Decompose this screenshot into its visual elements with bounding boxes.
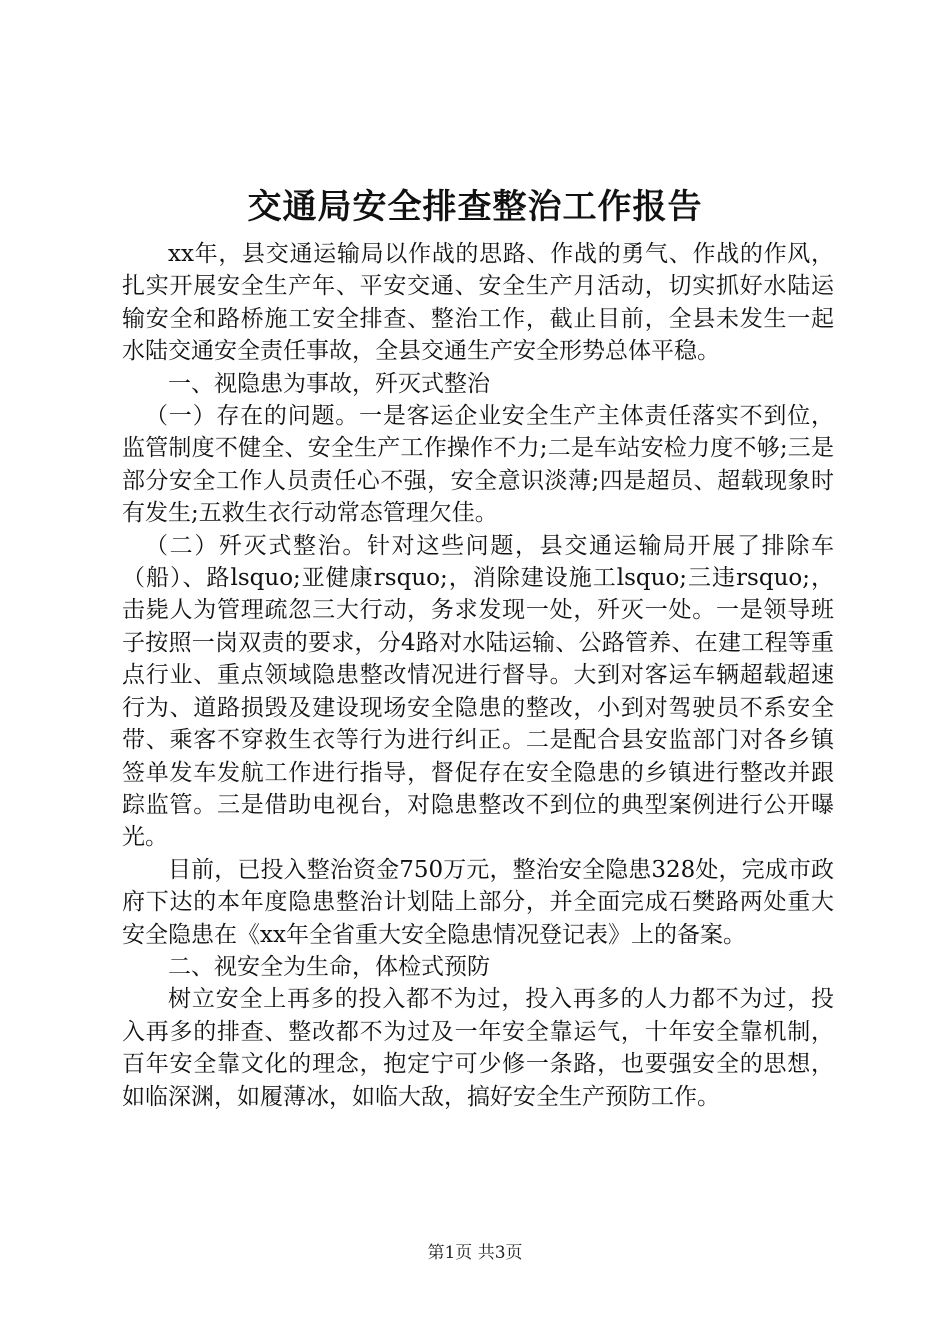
paragraph-rectification: （二）歼灭式整治。针对这些问题，县交通运输局开展了排除车（船）、路lsquo;亚健康rsquo;，消除建设施工lsquo;三违rsquo;，击毙人为管理疏忽三大行动，务求发现一处，歼灭一处。一是领导班子按照一岗双责的要求，分4路对水陆运输、公路管养、在建工程等重点行业、重点领域隐患整改情况进行督导。大到对客运车辆超载超速行为、道路损毁及建设现场安全隐患的整改，小到对驾驶员不系安全带、乘客不穿救生衣等行为进行纠正。二是配合县安监部门对各乡镇签单发车发航工作进行指导，督促存在安全隐患的乡镇进行整改并跟踪监管。三是借助电视台，对隐患整改不到位的典型案例进行公开曝光。 [122,532,834,851]
document-title: 交通局安全排查整治工作报告 [247,187,703,227]
document-body [122,238,834,1113]
paragraph-results: 目前，已投入整治资金750万元，整治安全隐患328处，完成市政府下达的本年度隐患整治计划陆上部分，并全面完成石樊路两处重大安全隐患在《xx年全省重大安全隐患情况登记表》上的备案。 [122,856,834,948]
section-heading-2: 二、视安全为生命，体检式预防 [168,953,490,980]
page-footer: 第1页 共3页 [427,1243,523,1263]
section-heading-1: 一、视隐患为事故，歼灭式整治 [168,370,490,397]
paragraph-problems: （一）存在的问题。一是客运企业安全生产主体责任落实不到位，监管制度不健全、安全生产工作操作不力;二是车站安检力度不够;三是部分安全工作人员责任心不强，安全意识淡薄;四是超员、超载现象时有发生;五救生衣行动常态管理欠佳。 [122,403,834,527]
paragraph-prevention: 树立安全上再多的投入都不为过，投入再多的人力都不为过，投入再多的排查、整改都不为过及一年安全靠运气，十年安全靠机制，百年安全靠文化的理念，抱定宁可少修一条路，也要强安全的思想，如临深渊，如履薄冰，如临大敌，搞好安全生产预防工作。 [122,986,834,1110]
paragraph-intro: xx年，县交通运输局以作战的思路、作战的勇气、作战的作风，扎实开展安全生产年、平安交通、安全生产月活动，切实抓好水陆运输安全和路桥施工安全排查、整治工作，截止目前，全县未发生一起水陆交通安全责任事故，全县交通生产安全形势总体平稳。 [122,241,834,365]
